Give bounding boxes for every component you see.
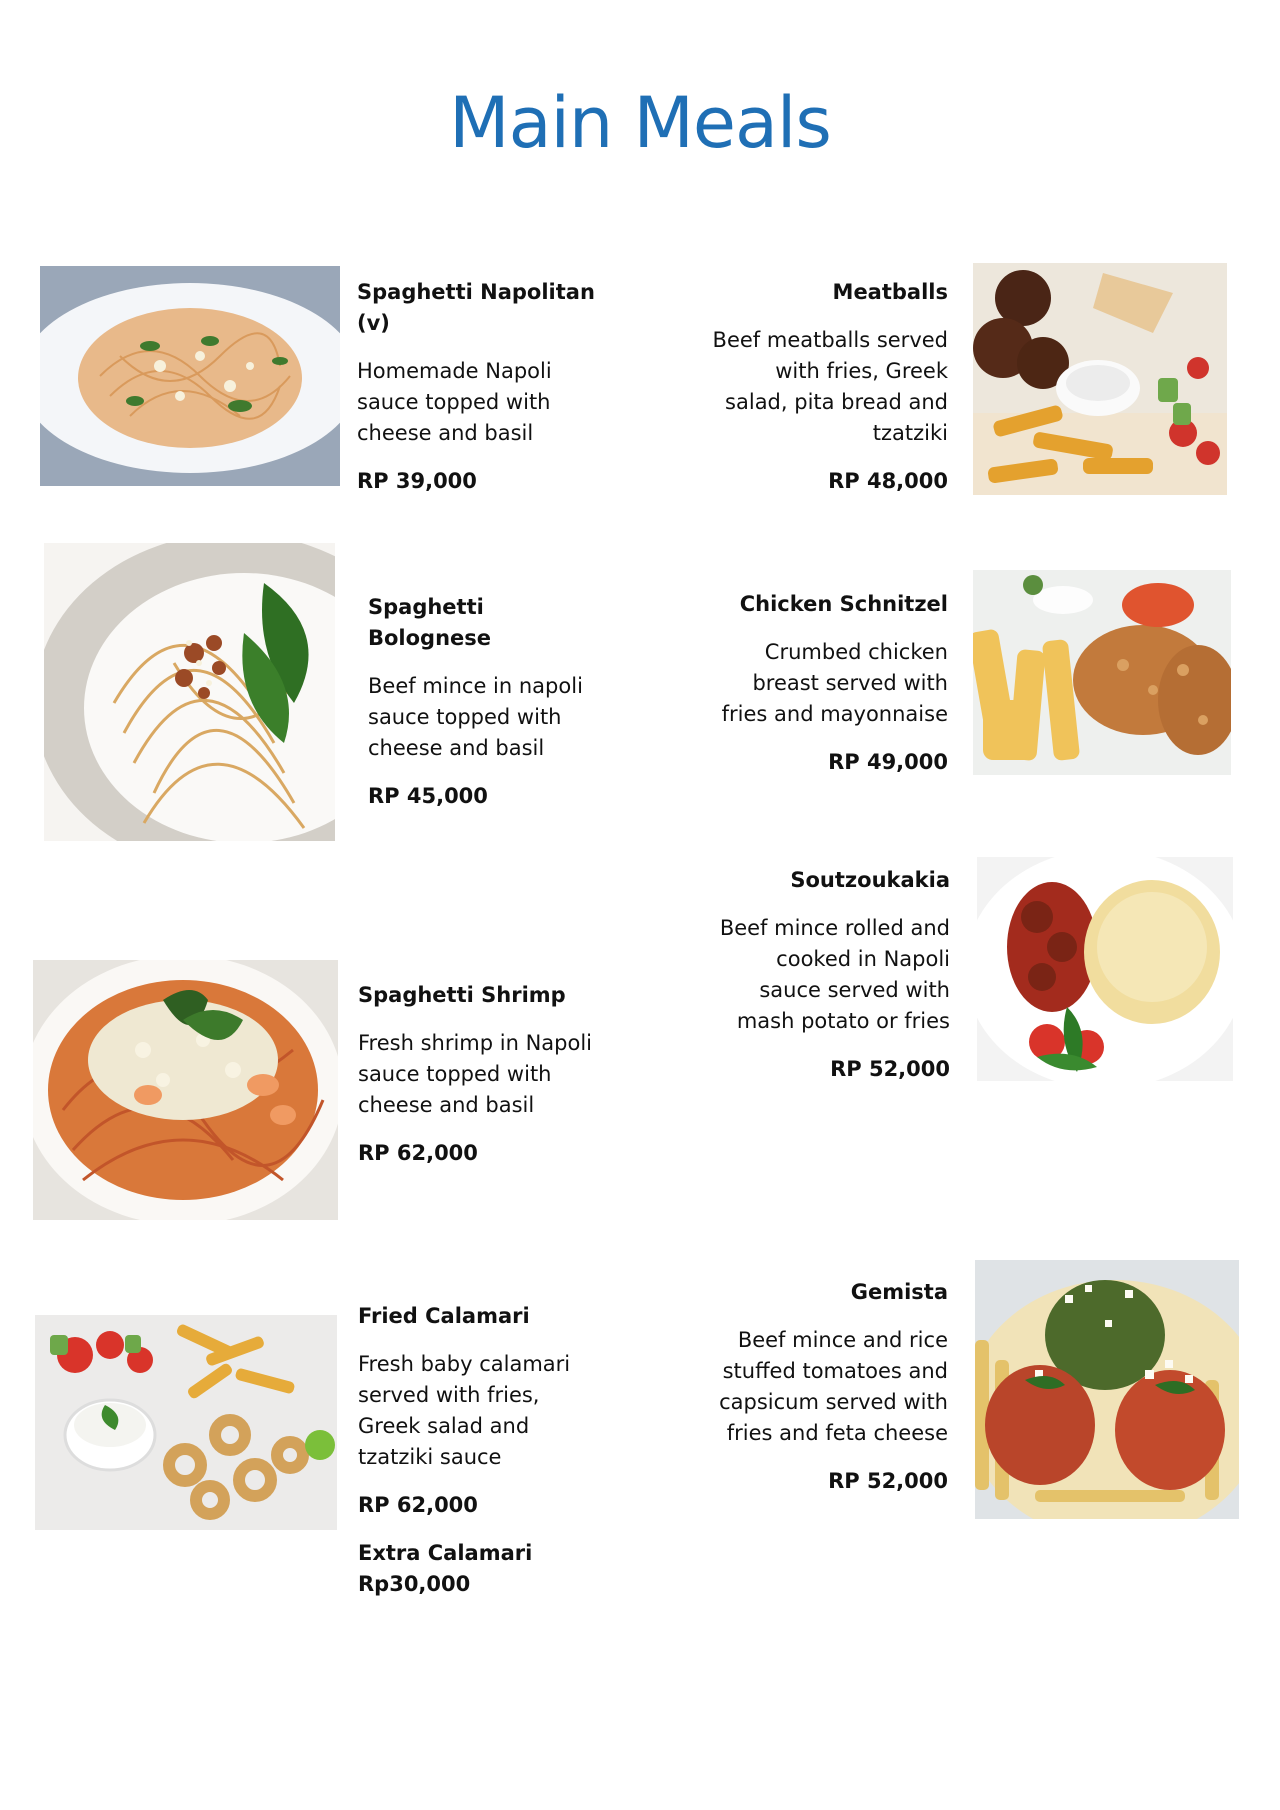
item-price: RP 49,000 [828,750,948,774]
page-title: Main Meals [449,82,831,164]
item-name: Spaghetti Bolognese [368,595,492,650]
spaghetti-bolognese-photo [44,543,335,841]
gemista-photo [975,1260,1239,1519]
item-name: Gemista [850,1280,948,1304]
item-price: RP 48,000 [828,469,948,493]
item-price: RP 62,000 [358,1493,478,1517]
item-description: Crumbed chicken breast served with fries and mayonnaise [721,640,948,726]
item-description: Beef meatballs served with fries, Greek salad, pita bread and tzatziki [712,328,948,445]
item-price: RP 52,000 [828,1469,948,1493]
item-description: Fresh shrimp in Napoli sauce topped with cheese and basil [358,1031,592,1117]
item-price: RP 62,000 [358,1141,478,1165]
item-name: Fried Calamari [358,1304,530,1328]
item-description: Fresh baby calamari served with fries, Greek salad and tzatziki sauce [358,1352,571,1469]
item-description: Homemade Napoli sauce topped with cheese and basil [357,359,552,445]
item-price: RP 39,000 [357,469,477,493]
item-description: Beef mince rolled and cooked in Napoli sauce served with mash potato or fries [719,916,950,1033]
menu-item-fried-calamari [358,1301,598,1600]
chicken-schnitzel-photo [973,570,1231,775]
menu-item-spaghetti-napolitan [357,277,597,497]
item-description: Beef mince in napoli sauce topped with cheese and basil [368,674,583,760]
menu-item-spaghetti-shrimp [358,980,598,1169]
menu-item-gemista [710,1277,948,1497]
spaghetti-shrimp-photo [33,960,338,1220]
item-name: Soutzoukakia [790,868,950,892]
item-name: Spaghetti Napolitan (v) [357,280,595,335]
fried-calamari-photo [35,1315,337,1530]
item-price: RP 45,000 [368,784,488,808]
menu-item-meatballs [708,277,948,497]
item-price: RP 52,000 [830,1057,950,1081]
extra-calamari-price: Extra Calamari Rp30,000 [358,1541,533,1596]
item-name: Meatballs [832,280,948,304]
item-name: Chicken Schnitzel [739,592,948,616]
item-name: Spaghetti Shrimp [358,983,566,1007]
soutzoukakia-photo [977,857,1233,1081]
menu-item-chicken-schnitzel [708,589,948,778]
menu-item-soutzoukakia [710,865,950,1085]
item-description: Beef mince and rice stuffed tomatoes and capsicum served with fries and feta cheese [719,1328,948,1445]
spaghetti-napolitan-photo [40,266,340,486]
meatballs-photo [973,263,1227,495]
menu-item-spaghetti-bolognese [368,592,608,812]
